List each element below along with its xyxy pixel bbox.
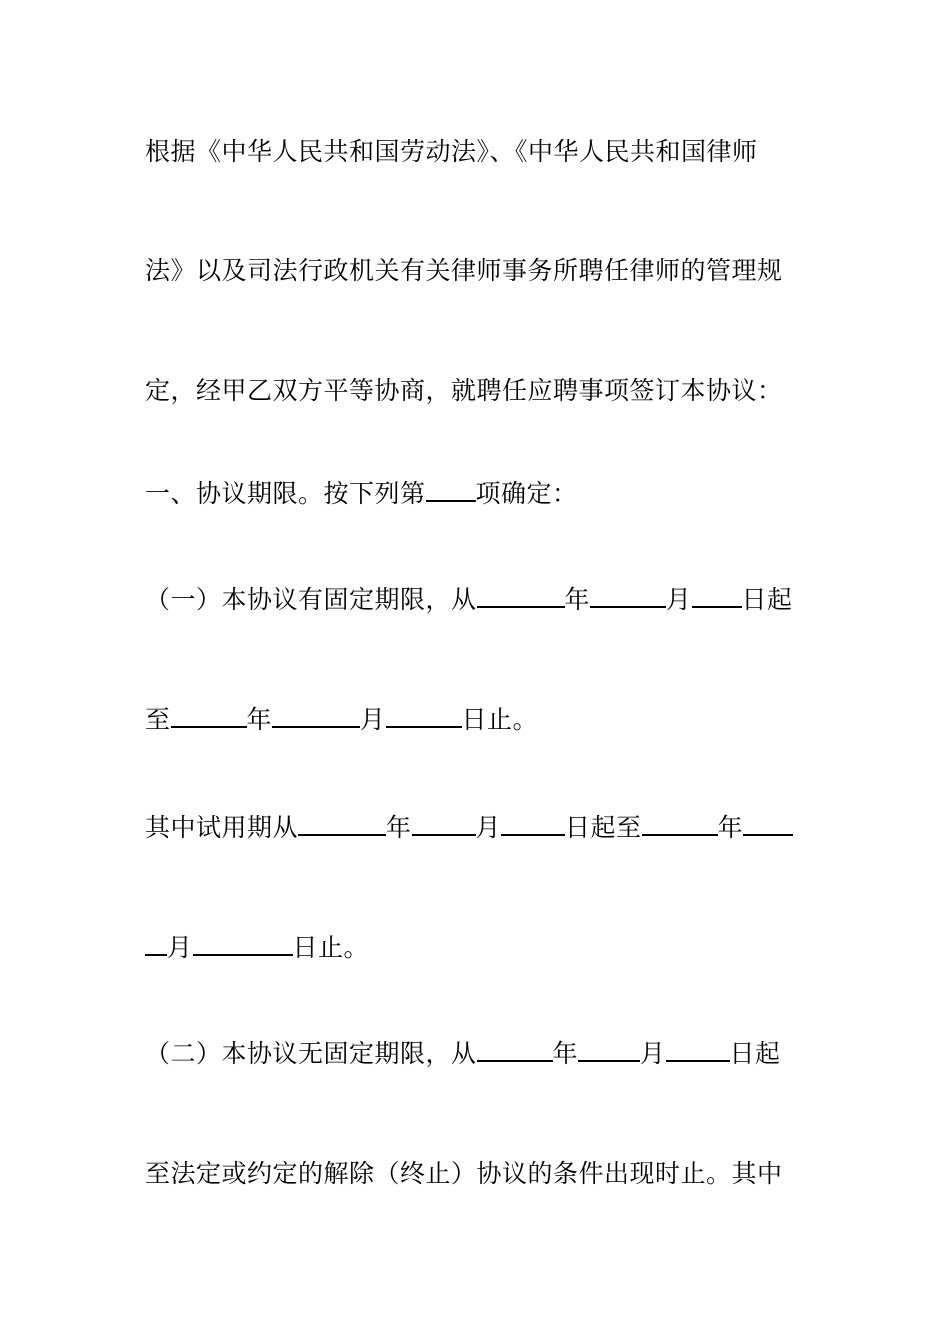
- blank-month[interactable]: [590, 584, 666, 608]
- blank-day[interactable]: [386, 704, 462, 728]
- blank-month[interactable]: [272, 704, 360, 728]
- paragraph-intro-line-1: [145, 136, 758, 168]
- blank-year[interactable]: [642, 812, 718, 836]
- paragraph-intro-line-2: [145, 255, 783, 287]
- text: 日起: [729, 1039, 781, 1068]
- trial-period-line-1: [145, 812, 793, 844]
- text: 年: [246, 705, 273, 734]
- text: （一）本协议有固定期限，从: [145, 585, 477, 614]
- text: 年: [564, 585, 591, 614]
- text: 项确定：: [475, 479, 578, 508]
- paragraph-intro-line-3: [145, 375, 783, 407]
- section-1-1-fixed-term-line-2: [145, 704, 538, 736]
- blank-year[interactable]: [171, 704, 247, 728]
- section-1-term: [145, 478, 578, 510]
- text: 月: [666, 585, 692, 614]
- text: 定，经甲乙双方平等协商，就聘任应聘事项签订本协议：: [145, 376, 783, 405]
- blank-day[interactable]: [666, 1038, 730, 1062]
- section-1-2-open-term-line-1: [145, 1038, 781, 1070]
- blank-month[interactable]: [412, 812, 476, 836]
- blank-field[interactable]: [426, 478, 476, 502]
- text: 月: [475, 813, 502, 842]
- blank-year[interactable]: [298, 812, 386, 836]
- section-1-2-open-term-line-2: [145, 1158, 783, 1190]
- text: 根据《中华人民共和国劳动法》、《中华人民共和国律师: [145, 137, 758, 166]
- blank-year[interactable]: [477, 1038, 553, 1062]
- text: 法》以及司法行政机关有关律师事务所聘任律师的管理规: [145, 256, 783, 285]
- text: 至法定或约定的解除（终止）协议的条件出现时止。其中: [145, 1159, 783, 1188]
- text: 年: [386, 813, 412, 842]
- text: 日起至: [565, 813, 642, 842]
- text: 月: [360, 705, 386, 734]
- text: 年: [717, 813, 744, 842]
- blank-month-part[interactable]: [145, 932, 167, 956]
- text: 日止。: [461, 705, 539, 734]
- blank-day[interactable]: [501, 812, 565, 836]
- text: 其中试用期从: [145, 813, 299, 842]
- trial-period-line-2: [145, 932, 369, 964]
- blank-month-part[interactable]: [743, 812, 793, 836]
- section-1-1-fixed-term-line-1: [145, 584, 793, 616]
- text: 一、协议期限。按下列第: [145, 479, 426, 508]
- text: 日止。: [292, 933, 370, 962]
- text: 年: [552, 1039, 579, 1068]
- blank-day[interactable]: [692, 584, 742, 608]
- blank-year[interactable]: [477, 584, 565, 608]
- text: （二）本协议无固定期限，从: [145, 1039, 477, 1068]
- text: 月: [640, 1039, 666, 1068]
- blank-day[interactable]: [193, 932, 293, 956]
- text: 月: [167, 933, 193, 962]
- text: 至: [145, 705, 171, 734]
- blank-month[interactable]: [578, 1038, 640, 1062]
- text: 日起: [741, 585, 793, 614]
